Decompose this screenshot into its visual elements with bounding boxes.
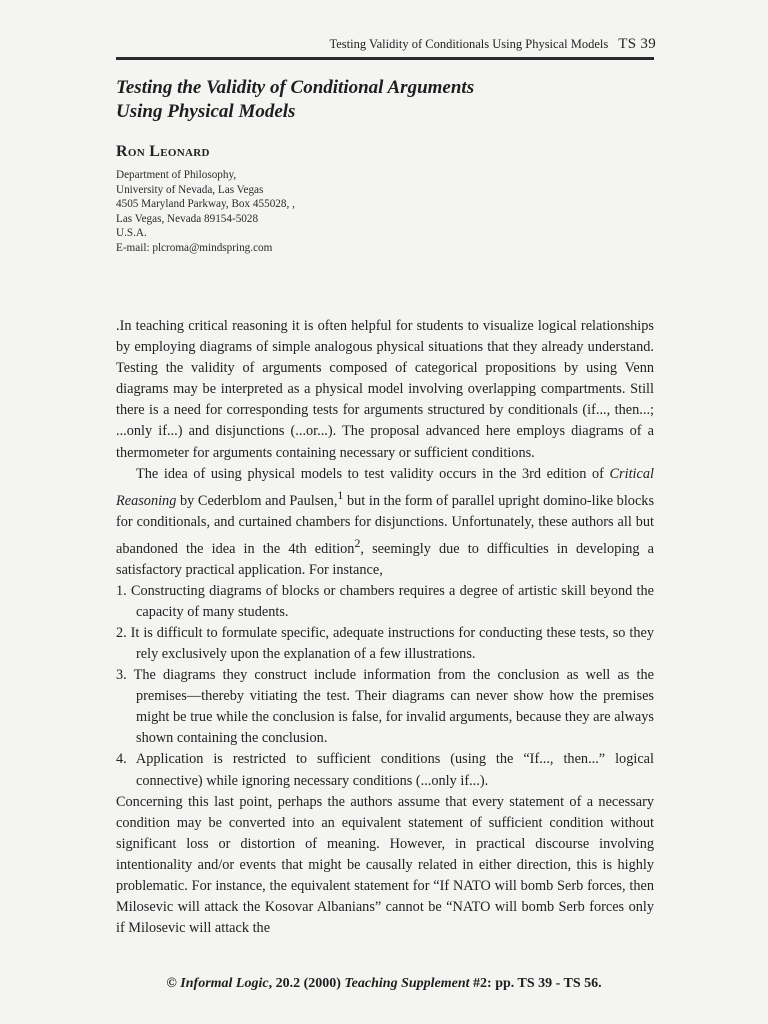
- affiliation-line: Las Vegas, Nevada 89154-5028: [116, 212, 259, 225]
- page-number: TS 39: [618, 36, 656, 52]
- page-range: #2: pp. TS 39 - TS 56.: [469, 976, 602, 991]
- paragraph-necessary-conditions: Concerning this last point, perhaps the authors assume that every statement of a necessary condition may be converted into an equivalent statement of sufficient condition without significant loss or distortion of meaning. However, in practical discourse involving intentionality and/or events that might be causally related in either direction, this is highly problematic. For instance, the equivalent statement for “If NATO will bomb Serb forces, then Milosevic will attack the Kosovar Albanians” cannot be “NATO will bomb Serb forces only if Milosevic will attack the: [116, 793, 654, 937]
- journal-name: Informal Logic: [180, 976, 269, 991]
- author-affiliation: [116, 168, 516, 256]
- running-head-title: Testing Validity of Conditionals Using Physical Models: [329, 37, 609, 51]
- list-item: 1. Constructing diagrams of blocks or chambers requires a degree of artistic skill beyond the capacity of many students.: [116, 582, 654, 620]
- article-body: [116, 316, 654, 939]
- affiliation-line: U.S.A.: [116, 227, 147, 240]
- paragraph-text: but in the form of parallel upright domino-like blocks for conditionals, and curtained chambers for disjunctions. Unfortunately, these authors all but abandoned the idea in the 4th edition: [116, 492, 655, 557]
- paragraph-text: by Cederblom and Paulsen,: [176, 492, 338, 509]
- volume-info: , 20.2 (2000): [268, 976, 345, 991]
- article-title: [116, 76, 656, 124]
- title-line-1: Testing the Validity of Conditional Arguments: [116, 77, 475, 98]
- footnote-marker-2[interactable]: 2: [354, 535, 361, 550]
- paragraph-intro: .In teaching critical reasoning it is often helpful for students to visualize logical relationships by employing diagrams of simple analogous physical situations that they already understand. Testing the validity of arguments composed of categorical propositions by using Venn diagrams may be interpreted as a physical model involving overlapping compartments. Still there is a need for corresponding tests for arguments structured by conditionals (if..., then...; ...only if...) and disjunctions (...or...). The proposal advanced here employs diagrams of a thermometer for arguments containing necessary or sufficient conditions.: [116, 318, 654, 461]
- citation-footer: [100, 976, 668, 992]
- title-line-2: Using Physical Models: [116, 101, 296, 122]
- running-head: [100, 36, 656, 53]
- affiliation-line: 4505 Maryland Parkway, Box 455028, ,: [116, 198, 295, 211]
- paragraph-models: [116, 464, 654, 581]
- paragraph-text: The idea of using physical models to test validity occurs in the 3rd edition of: [136, 465, 610, 482]
- author-email: E-mail: plcroma@mindspring.com: [116, 241, 273, 254]
- header-rule: [116, 57, 654, 60]
- supplement-name: Teaching Supplement: [344, 976, 470, 991]
- list-item: 2. It is difficult to formulate specific, adequate instructions for conducting these tests, so they rely exclusively upon the explanation of a few illustrations.: [116, 624, 654, 662]
- author-name: Ron Leonard: [116, 143, 210, 160]
- list-item: 4. Application is restricted to sufficient conditions (using the “If..., then...” logical connective) while ignoring necessary conditions (...only if...).: [116, 751, 654, 789]
- copyright-symbol: ©: [166, 976, 181, 991]
- affiliation-line: Department of Philosophy,: [116, 169, 237, 181]
- paragraph-text: , seemingly due to difficulties in developing a satisfactory practical application. For instance,: [116, 540, 654, 578]
- footnote-marker-1[interactable]: 1: [337, 487, 344, 502]
- list-item: 3. The diagrams they construct include information from the conclusion as well as the premises—thereby vitiating the test. Their diagrams can never show how the premises might be true while the conclusion is false, for invalid arguments, because they are always shown containing the conclusion.: [116, 667, 654, 747]
- problems-list: [116, 581, 654, 792]
- book-title: Critical Reasoning: [116, 465, 654, 509]
- affiliation-line: University of Nevada, Las Vegas: [116, 183, 264, 196]
